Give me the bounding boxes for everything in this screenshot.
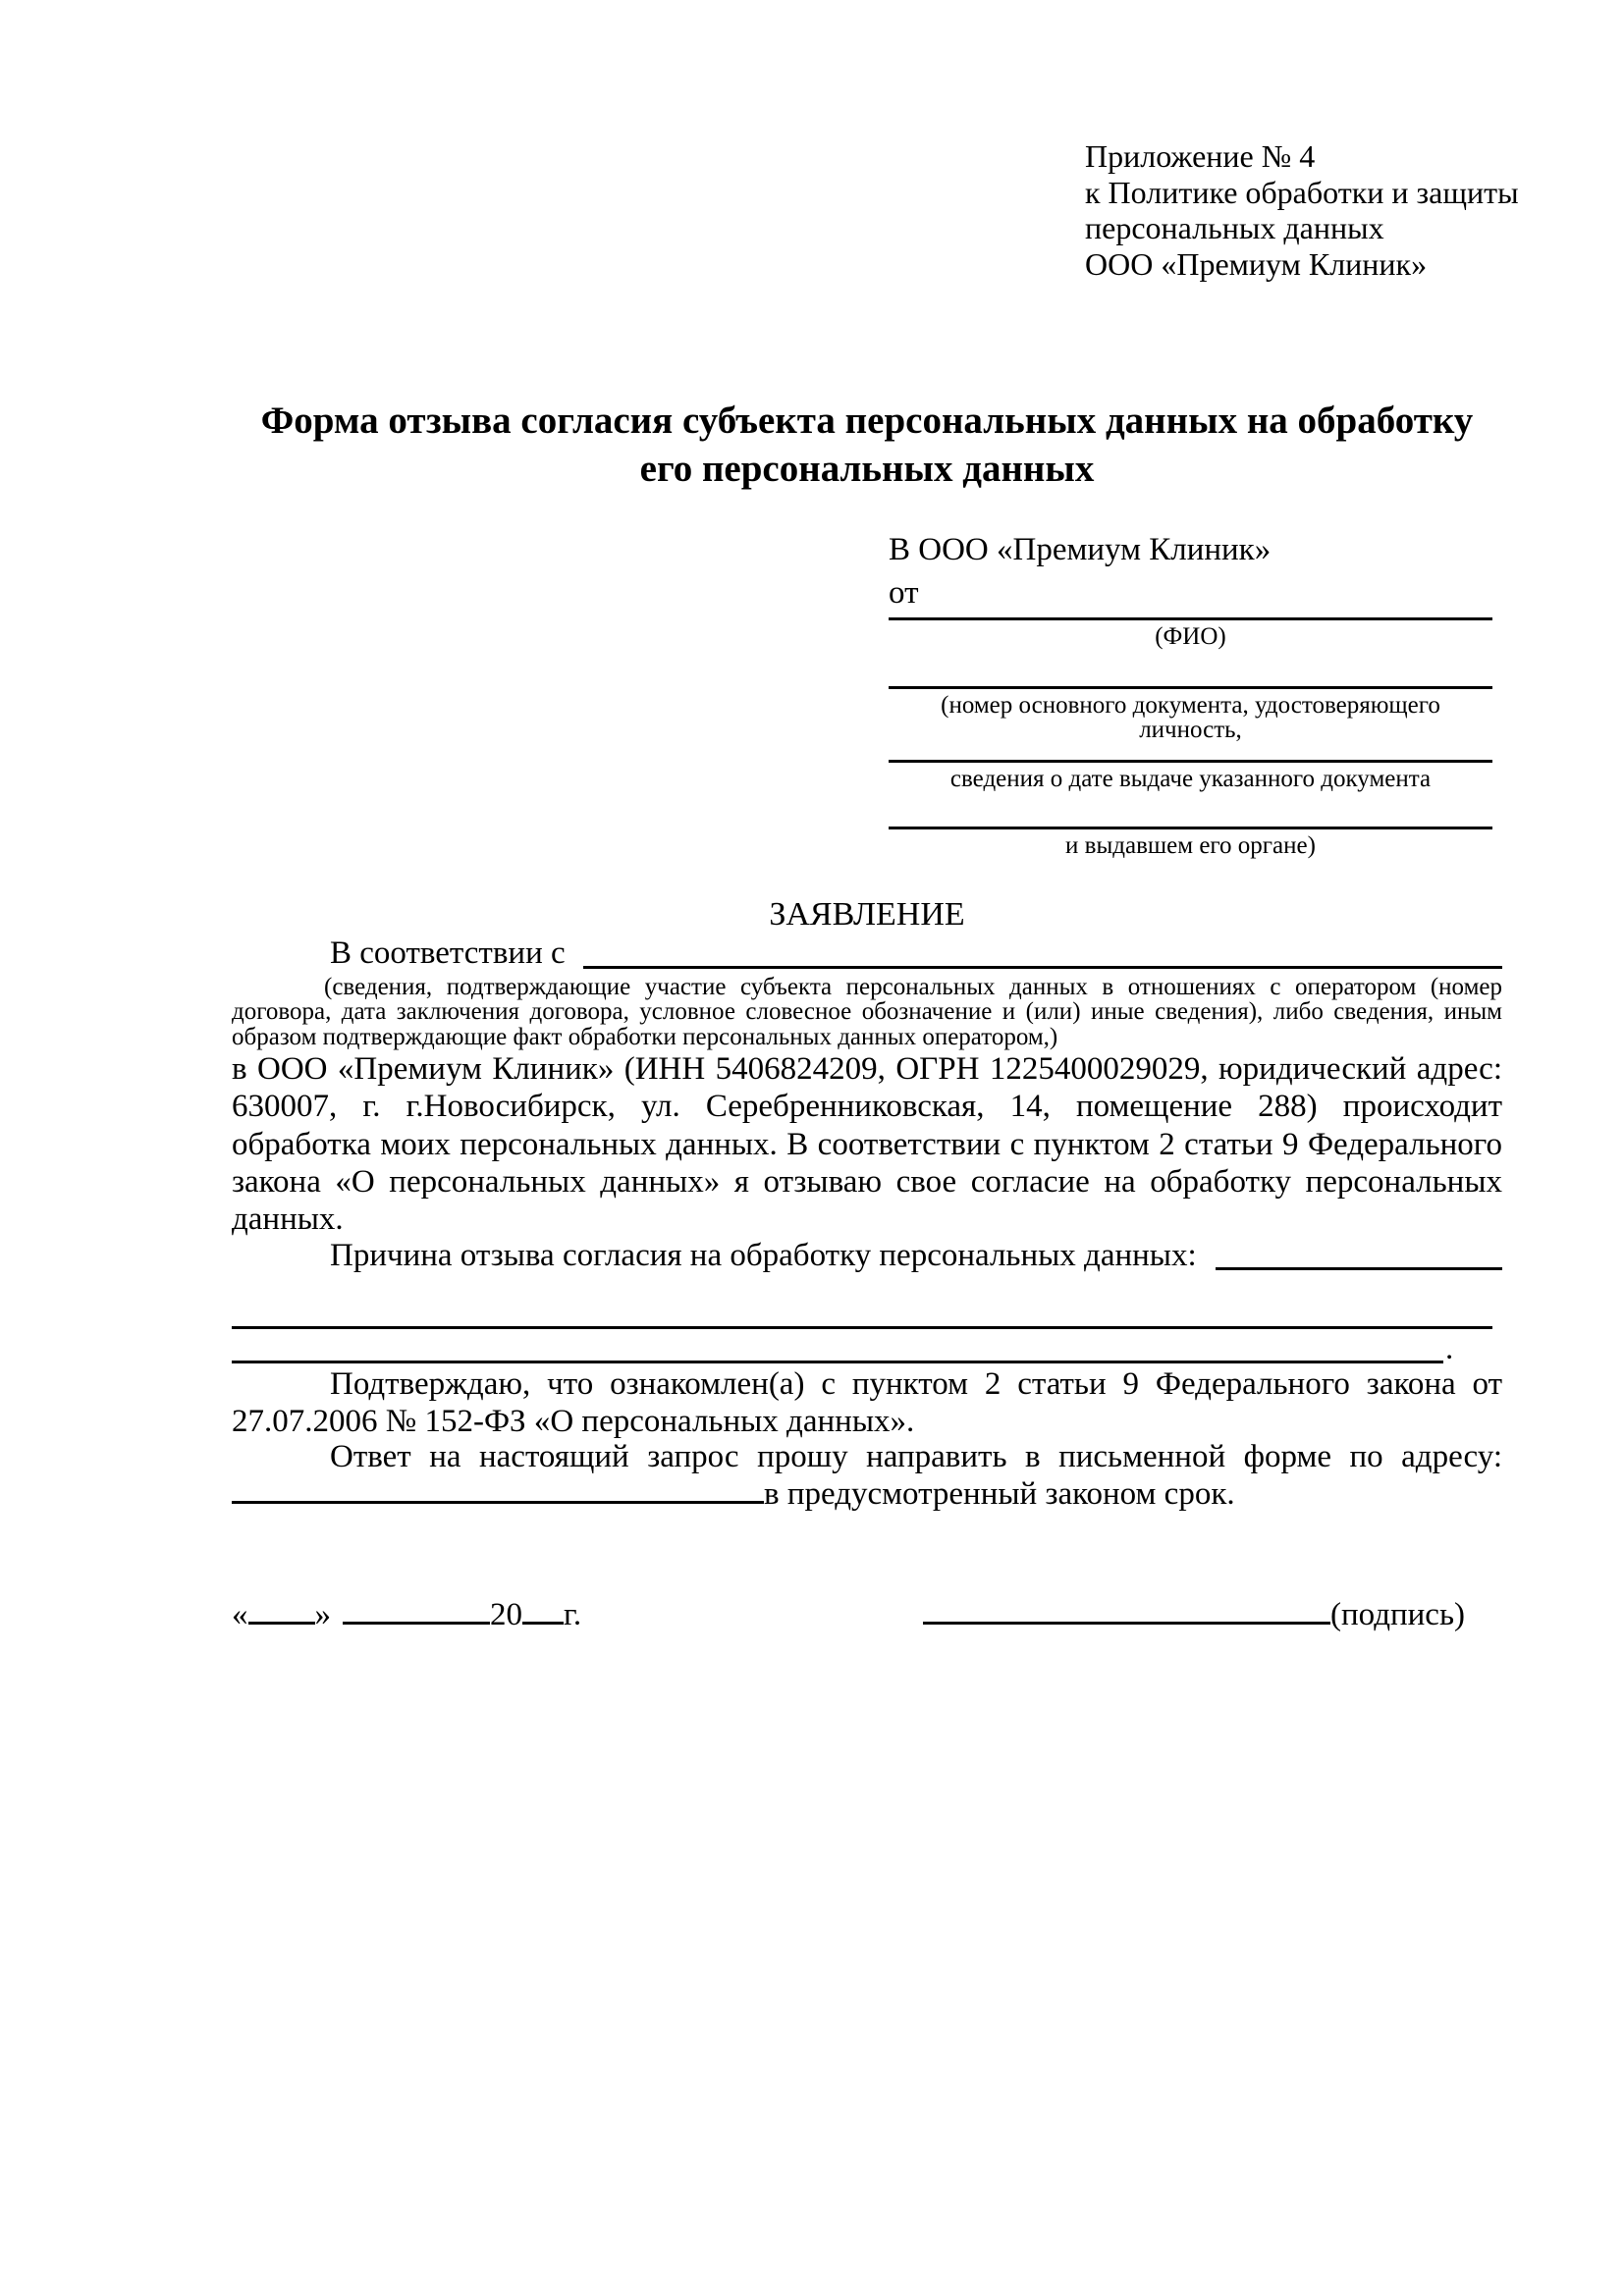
confirmation-paragraph: Подтверждаю, что ознакомлен(а) с пунктом 2 статьи 9 Федерального закона от 27.07.2006 № 152-ФЗ «О персональных данных». bbox=[232, 1366, 1502, 1440]
document-number-label: (номер основного документа, удостоверяющего личность, bbox=[941, 692, 1440, 744]
fio-label: (ФИО) bbox=[1155, 623, 1226, 650]
date-year-suffix: г. bbox=[564, 1597, 582, 1632]
appendix-line: персональных данных bbox=[1085, 210, 1384, 245]
body-paragraph: в ООО «Премиум Клиник» (ИНН 5406824209, ОГРН 1225400029029, юридический адрес: 630007, г. г.Новосибирск, ул. Серебренниковская, 14, помещение 288) происходит обработка моих персональных данных. В соответствии с пунктом 2 статьи 9 Федерального закона «О персональных данных» я отзываю свое согласие на обработку персональных данных. bbox=[232, 1051, 1502, 1238]
issue-date-blank-line bbox=[889, 760, 1492, 763]
addressee-org: В ООО «Премиум Клиник» bbox=[889, 532, 1272, 567]
intro-blank-line bbox=[583, 966, 1502, 969]
appendix-line: к Политике обработки и защиты bbox=[1085, 174, 1519, 210]
date-line bbox=[232, 1596, 581, 1633]
reason-blank-line bbox=[1216, 1267, 1502, 1270]
date-month-blank bbox=[343, 1622, 490, 1625]
reason-label: Причина отзыва согласия на обработку персональных данных: bbox=[330, 1238, 1197, 1273]
reply-text: Ответ на настоящий запрос прошу направить в письменной форме по адресу: bbox=[330, 1439, 1502, 1474]
date-year-prefix: 20 bbox=[490, 1597, 522, 1632]
signature-line bbox=[923, 1596, 1465, 1633]
appendix-line: ООО «Премиум Клиник» bbox=[1085, 245, 1428, 282]
issue-date-label: сведения о дате выдаче указанного документа bbox=[949, 766, 1432, 792]
reply-address-blank-line bbox=[232, 1501, 764, 1504]
reason-period: . bbox=[1445, 1331, 1454, 1366]
appendix-header bbox=[1085, 138, 1519, 282]
date-year-blank bbox=[522, 1622, 564, 1625]
reply-paragraph bbox=[232, 1438, 1502, 1514]
date-open-quote: « bbox=[232, 1597, 248, 1632]
date-close-quote: » bbox=[314, 1597, 331, 1632]
reason-blank-line-2 bbox=[232, 1326, 1492, 1329]
signature-label: (подпись) bbox=[1330, 1597, 1465, 1632]
document-title: Форма отзыва согласия субъекта персональных данных на обработку его персональных данных bbox=[260, 400, 1474, 490]
reply-suffix: в предусмотренный законом срок. bbox=[764, 1476, 1235, 1513]
date-day-blank bbox=[248, 1622, 315, 1625]
fio-blank-line bbox=[889, 617, 1492, 620]
issuing-authority-label: и выдавшем его органе) bbox=[1065, 832, 1316, 859]
appendix-line: Приложение № 4 bbox=[1085, 138, 1316, 174]
statement-heading: ЗАЯВЛЕНИЕ bbox=[769, 896, 965, 933]
document-number-blank-line bbox=[889, 686, 1492, 689]
intro-footnote: (сведения, подтверждающие участие субъекта персональных данных в отношениях с оператором (номер договора, дата заключения договора, условное словесное обозначение и (или) иные сведения), либо сведения, иным образом подтверждающие факт обработки персональных данных оператором,) bbox=[232, 974, 1502, 1050]
reason-blank-line-3 bbox=[232, 1361, 1443, 1363]
addressee-from: от bbox=[889, 575, 919, 611]
issuing-authority-blank-line bbox=[889, 827, 1492, 829]
intro-text: В соответствии с bbox=[330, 935, 566, 971]
signature-blank-line bbox=[923, 1622, 1330, 1625]
